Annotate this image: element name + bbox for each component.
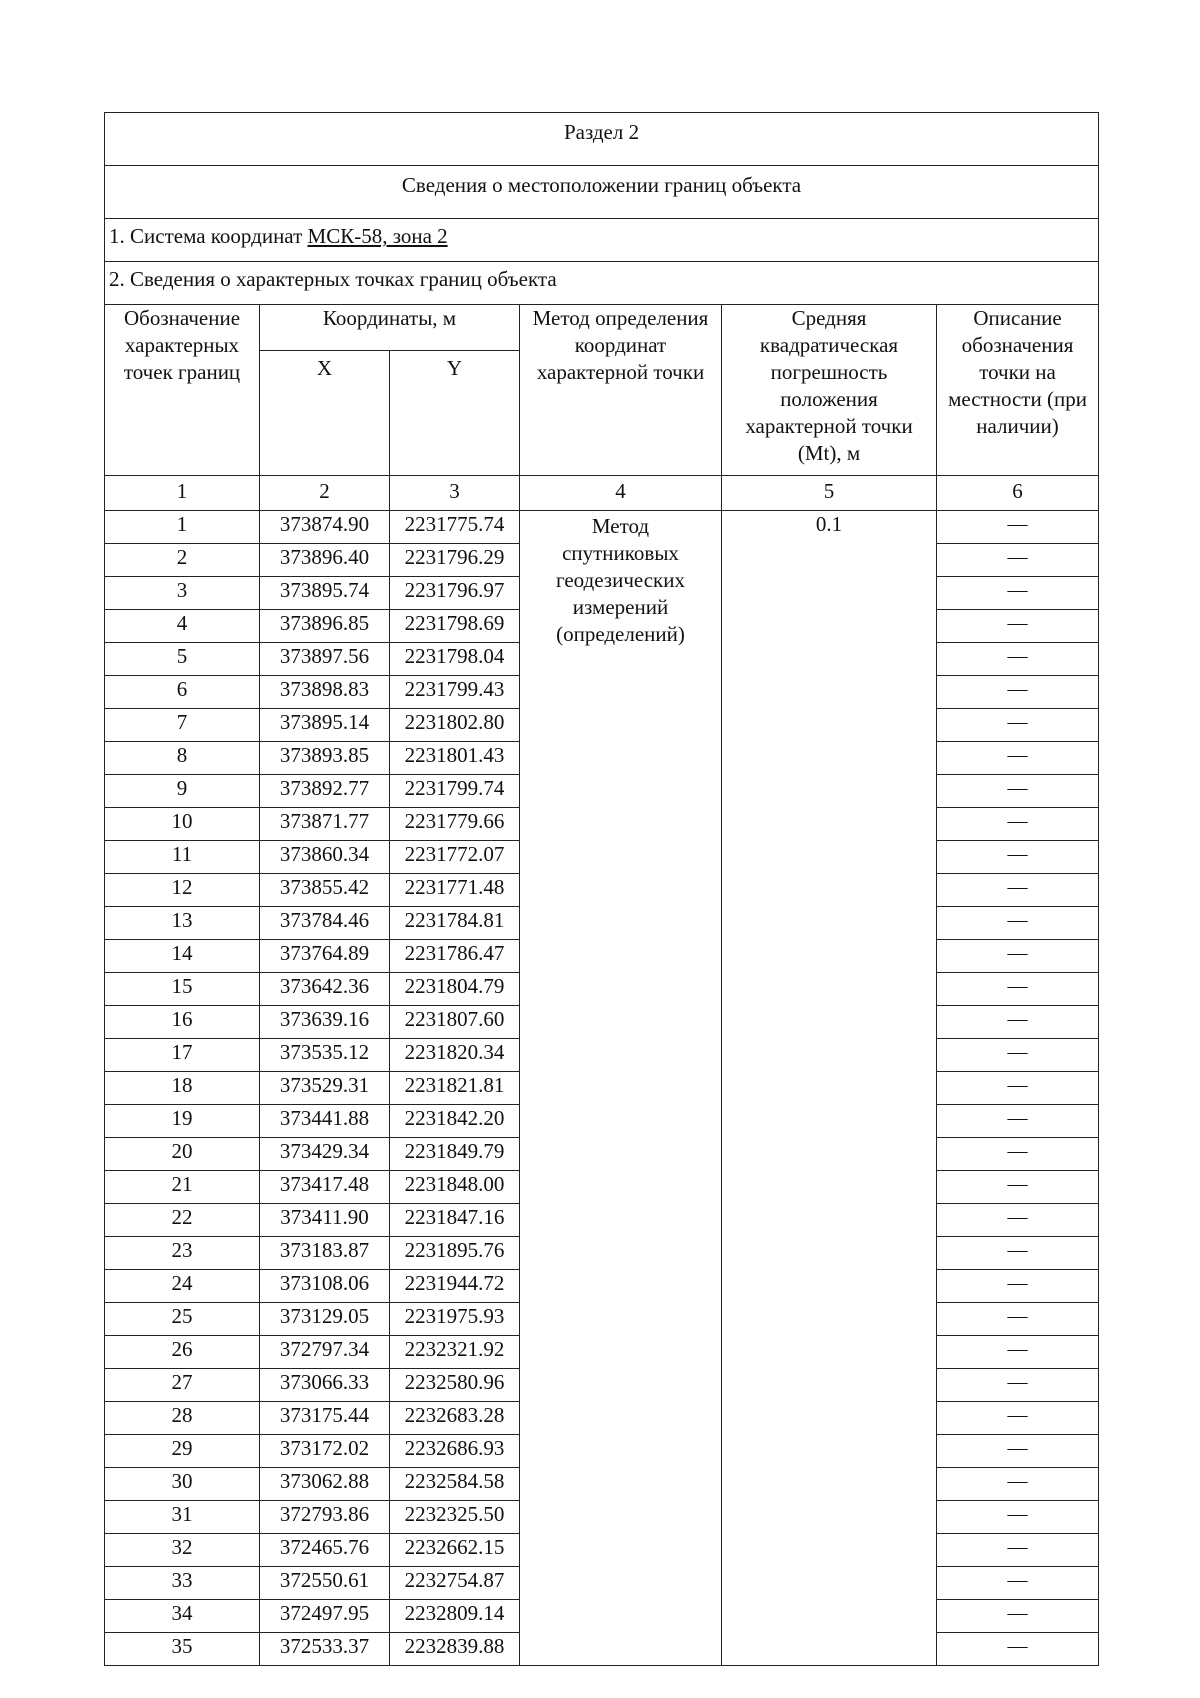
coordinate-x: 373535.12: [260, 1039, 390, 1072]
coordinate-x: 373893.85: [260, 742, 390, 775]
coordinate-system-value: МСК-58, зона 2: [307, 224, 448, 248]
coordinate-x: 373896.40: [260, 544, 390, 577]
column-number: 5: [722, 476, 937, 511]
coordinate-x: 372797.34: [260, 1336, 390, 1369]
coordinate-y: 2231799.74: [390, 775, 520, 808]
header-point-label: Обозначение характерных точек границ: [105, 305, 260, 476]
description-cell: —: [937, 1138, 1099, 1171]
point-number: 18: [105, 1072, 260, 1105]
point-number: 21: [105, 1171, 260, 1204]
header-description: Описание обозначения точки на местности (при наличии): [937, 305, 1099, 476]
description-cell: —: [937, 841, 1099, 874]
coordinate-x: 373874.90: [260, 511, 390, 544]
coordinate-y: 2232683.28: [390, 1402, 520, 1435]
description-cell: —: [937, 1237, 1099, 1270]
point-number: 32: [105, 1534, 260, 1567]
coordinate-y: 2231842.20: [390, 1105, 520, 1138]
coordinate-y: 2231796.29: [390, 544, 520, 577]
boundary-points-table: [104, 112, 1099, 1666]
coordinate-x: 373175.44: [260, 1402, 390, 1435]
coordinate-y: 2231847.16: [390, 1204, 520, 1237]
coordinate-x: 373860.34: [260, 841, 390, 874]
description-cell: —: [937, 676, 1099, 709]
coordinate-x: 373411.90: [260, 1204, 390, 1237]
coordinate-x: 373898.83: [260, 676, 390, 709]
coordinate-y: 2231786.47: [390, 940, 520, 973]
point-number: 10: [105, 808, 260, 841]
description-cell: —: [937, 1402, 1099, 1435]
description-cell: —: [937, 1567, 1099, 1600]
description-cell: —: [937, 1204, 1099, 1237]
coordinate-y: 2231804.79: [390, 973, 520, 1006]
column-number: 2: [260, 476, 390, 511]
description-cell: —: [937, 742, 1099, 775]
description-cell: —: [937, 1501, 1099, 1534]
point-number: 7: [105, 709, 260, 742]
header-coordinates: Координаты, м: [260, 305, 520, 351]
point-number: 2: [105, 544, 260, 577]
point-number: 31: [105, 1501, 260, 1534]
point-number: 30: [105, 1468, 260, 1501]
description-cell: —: [937, 1039, 1099, 1072]
coordinate-y: 2231798.69: [390, 610, 520, 643]
coordinate-x: 373429.34: [260, 1138, 390, 1171]
coordinate-system-line: [105, 219, 1099, 262]
table-row: [105, 511, 1099, 544]
header-x: X: [260, 351, 390, 476]
point-number: 3: [105, 577, 260, 610]
coordinate-y: 2231771.48: [390, 874, 520, 907]
coordinate-x: 373895.74: [260, 577, 390, 610]
description-cell: —: [937, 973, 1099, 1006]
header-error: Средняя квадратическая погрешность положения характерной точки (Mt), м: [722, 305, 937, 476]
point-number: 6: [105, 676, 260, 709]
coordinate-x: 373892.77: [260, 775, 390, 808]
coordinate-x: 372497.95: [260, 1600, 390, 1633]
point-number: 26: [105, 1336, 260, 1369]
coordinate-y: 2231796.97: [390, 577, 520, 610]
coordinate-y: 2232686.93: [390, 1435, 520, 1468]
point-number: 14: [105, 940, 260, 973]
description-cell: —: [937, 1435, 1099, 1468]
coordinate-y: 2231799.43: [390, 676, 520, 709]
column-number: 3: [390, 476, 520, 511]
coordinate-y: 2232662.15: [390, 1534, 520, 1567]
coordinate-y: 2231802.80: [390, 709, 520, 742]
coordinate-x: 373172.02: [260, 1435, 390, 1468]
description-cell: —: [937, 643, 1099, 676]
point-number: 16: [105, 1006, 260, 1039]
coordinate-x: 372465.76: [260, 1534, 390, 1567]
coordinate-y: 2231895.76: [390, 1237, 520, 1270]
point-number: 29: [105, 1435, 260, 1468]
coordinate-y: 2232321.92: [390, 1336, 520, 1369]
coordinate-y: 2231775.74: [390, 511, 520, 544]
coordinate-y: 2232754.87: [390, 1567, 520, 1600]
method-cell: Метод спутниковых геодезических измерений (определений): [520, 511, 722, 1666]
description-cell: —: [937, 1534, 1099, 1567]
column-number-row: [105, 476, 1099, 511]
description-cell: —: [937, 1468, 1099, 1501]
coordinate-x: 373183.87: [260, 1237, 390, 1270]
coordinate-x: 373441.88: [260, 1105, 390, 1138]
description-cell: —: [937, 1270, 1099, 1303]
point-number: 9: [105, 775, 260, 808]
description-cell: —: [937, 874, 1099, 907]
coordinate-x: 373871.77: [260, 808, 390, 841]
coordinate-x: 373639.16: [260, 1006, 390, 1039]
description-cell: —: [937, 775, 1099, 808]
coordinate-x: 373855.42: [260, 874, 390, 907]
coordinate-x: 373764.89: [260, 940, 390, 973]
header-y: Y: [390, 351, 520, 476]
coordinate-y: 2231849.79: [390, 1138, 520, 1171]
point-number: 12: [105, 874, 260, 907]
coordinate-x: 373896.85: [260, 610, 390, 643]
point-number: 1: [105, 511, 260, 544]
coordinate-y: 2231772.07: [390, 841, 520, 874]
description-cell: —: [937, 1303, 1099, 1336]
coordinate-y: 2231807.60: [390, 1006, 520, 1039]
point-number: 11: [105, 841, 260, 874]
point-number: 20: [105, 1138, 260, 1171]
coordinate-y: 2231798.04: [390, 643, 520, 676]
coordinate-x: 373642.36: [260, 973, 390, 1006]
coordinate-y: 2231944.72: [390, 1270, 520, 1303]
point-number: 8: [105, 742, 260, 775]
coordinate-y: 2232839.88: [390, 1633, 520, 1666]
description-cell: —: [937, 544, 1099, 577]
column-number: 4: [520, 476, 722, 511]
column-number: 1: [105, 476, 260, 511]
point-number: 4: [105, 610, 260, 643]
description-cell: —: [937, 709, 1099, 742]
coordinate-x: 372550.61: [260, 1567, 390, 1600]
point-number: 23: [105, 1237, 260, 1270]
point-number: 22: [105, 1204, 260, 1237]
description-cell: —: [937, 1171, 1099, 1204]
point-number: 24: [105, 1270, 260, 1303]
coordinate-x: 373129.05: [260, 1303, 390, 1336]
point-number: 15: [105, 973, 260, 1006]
description-cell: —: [937, 1336, 1099, 1369]
description-cell: —: [937, 1006, 1099, 1039]
coordinate-y: 2231784.81: [390, 907, 520, 940]
section-subtitle: Сведения о местоположении границ объекта: [105, 166, 1099, 219]
description-cell: —: [937, 511, 1099, 544]
description-cell: —: [937, 1105, 1099, 1138]
point-number: 17: [105, 1039, 260, 1072]
point-number: 28: [105, 1402, 260, 1435]
point-number: 5: [105, 643, 260, 676]
description-cell: —: [937, 577, 1099, 610]
coordinate-y: 2231821.81: [390, 1072, 520, 1105]
description-cell: —: [937, 808, 1099, 841]
coordinate-x: 373529.31: [260, 1072, 390, 1105]
coordinate-x: 373108.06: [260, 1270, 390, 1303]
coordinate-x: 373066.33: [260, 1369, 390, 1402]
coordinate-y: 2232580.96: [390, 1369, 520, 1402]
description-cell: —: [937, 1600, 1099, 1633]
coordinate-x: 372533.37: [260, 1633, 390, 1666]
coordinate-y: 2231820.34: [390, 1039, 520, 1072]
point-number: 33: [105, 1567, 260, 1600]
description-cell: —: [937, 610, 1099, 643]
description-cell: —: [937, 1369, 1099, 1402]
point-number: 19: [105, 1105, 260, 1138]
error-cell: 0.1: [722, 511, 937, 1666]
coordinate-y: 2231801.43: [390, 742, 520, 775]
coordinate-y: 2232809.14: [390, 1600, 520, 1633]
column-number: 6: [937, 476, 1099, 511]
coordinate-x: 373897.56: [260, 643, 390, 676]
section-title: Раздел 2: [105, 113, 1099, 166]
point-number: 27: [105, 1369, 260, 1402]
point-number: 25: [105, 1303, 260, 1336]
coordinate-system-label: 1. Система координат: [109, 224, 303, 248]
description-cell: —: [937, 1633, 1099, 1666]
point-number: 35: [105, 1633, 260, 1666]
coordinate-x: 373417.48: [260, 1171, 390, 1204]
description-cell: —: [937, 1072, 1099, 1105]
coordinate-y: 2231779.66: [390, 808, 520, 841]
coordinate-x: 372793.86: [260, 1501, 390, 1534]
coordinate-y: 2231975.93: [390, 1303, 520, 1336]
point-number: 13: [105, 907, 260, 940]
coordinate-x: 373062.88: [260, 1468, 390, 1501]
coordinate-y: 2232325.50: [390, 1501, 520, 1534]
points-heading: 2. Сведения о характерных точках границ объекта: [105, 262, 1099, 305]
description-cell: —: [937, 940, 1099, 973]
coordinate-y: 2231848.00: [390, 1171, 520, 1204]
coordinate-x: 373895.14: [260, 709, 390, 742]
point-number: 34: [105, 1600, 260, 1633]
description-cell: —: [937, 907, 1099, 940]
header-method: Метод определения координат характерной точки: [520, 305, 722, 476]
coordinate-x: 373784.46: [260, 907, 390, 940]
coordinate-y: 2232584.58: [390, 1468, 520, 1501]
